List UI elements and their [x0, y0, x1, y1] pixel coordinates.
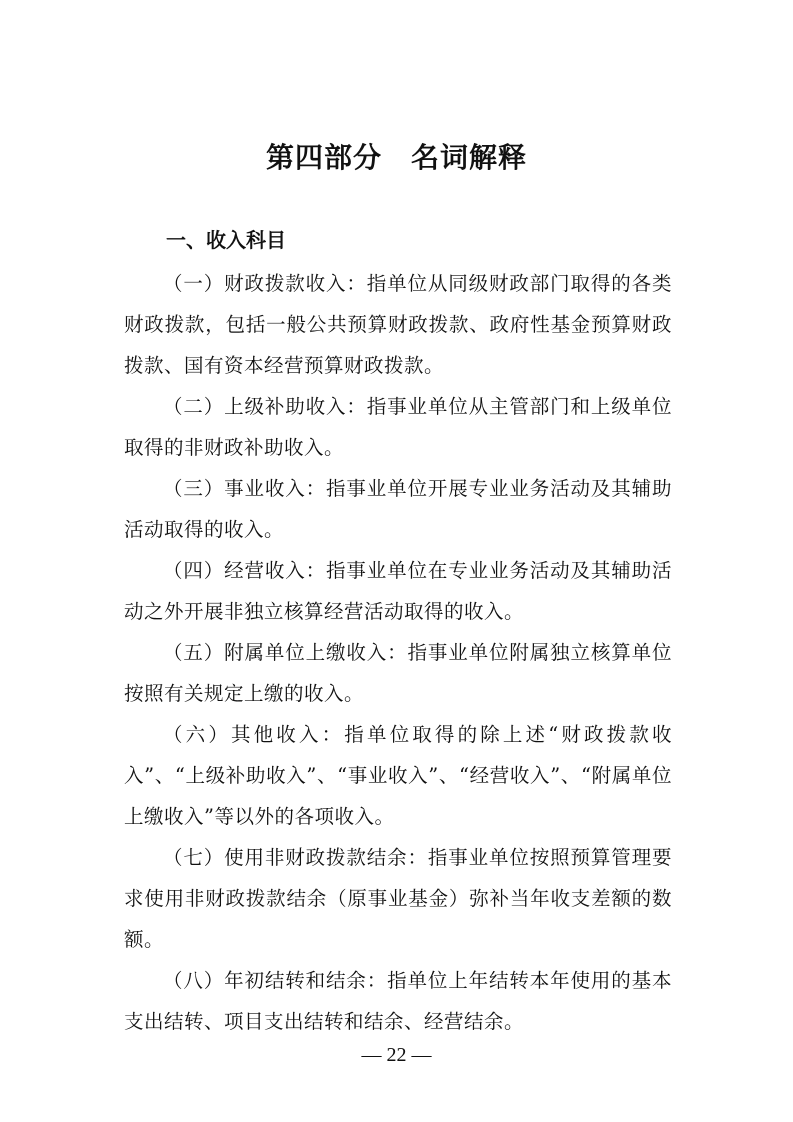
- section-body: [124, 263, 672, 1042]
- paragraph-business-income: （三）事业收入：指事业单位开展专业业务活动及其辅助活动取得的收入。: [124, 477, 672, 541]
- paragraph-other-income: （六）其他收入：指单位取得的除上述“财政拨款收入”、“上级补助收入”、“事业收入”、“经营收入”、“附属单位上缴收入”等以外的各项收入。: [124, 723, 672, 828]
- paragraph-superior-subsidy-income: （二）上级补助收入：指事业单位从主管部门和上级单位取得的非财政补助收入。: [124, 395, 672, 459]
- page-title: 第四部分 名词解释: [265, 141, 527, 174]
- paragraph-non-fiscal-surplus-use: （七）使用非财政拨款结余：指事业单位按照预算管理要求使用非财政拨款结余（原事业基金）弥补当年收支差额的数额。: [124, 846, 672, 951]
- paragraph-carryover-and-surplus: （八）年初结转和结余：指单位上年结转本年使用的基本支出结转、项目支出结转和结余、经营结余。: [124, 969, 672, 1033]
- paragraph-fiscal-appropriation-income: （一）财政拨款收入：指单位从同级财政部门取得的各类财政拨款，包括一般公共预算财政拨款、政府性基金预算财政拨款、国有资本经营预算财政拨款。: [124, 272, 672, 377]
- paragraph-affiliated-unit-remittance: （五）附属单位上缴收入：指事业单位附属独立核算单位按照有关规定上缴的收入。: [124, 641, 672, 705]
- page-number: — 22 —: [361, 1044, 432, 1066]
- paragraph-operating-income: （四）经营收入：指事业单位在专业业务活动及其辅助活动之外开展非独立核算经营活动取得的收入。: [124, 559, 672, 623]
- section-heading: 一、收入科目: [166, 228, 286, 252]
